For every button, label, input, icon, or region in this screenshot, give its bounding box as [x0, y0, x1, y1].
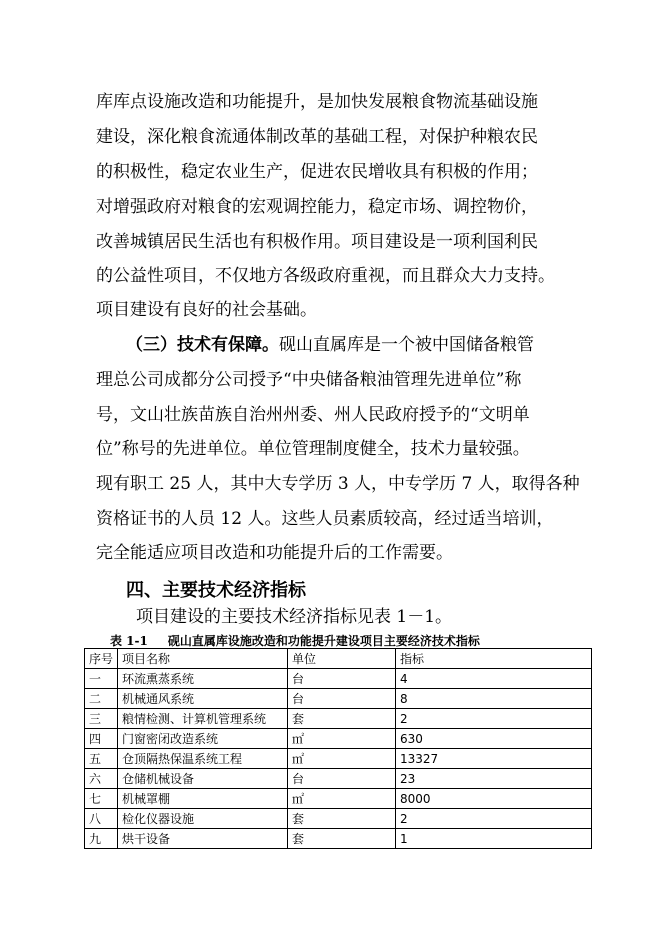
table-row — [85, 709, 592, 729]
text-line: 位”称号的先进单位。单位管理制度健全，技术力量较强。 — [96, 439, 530, 459]
table-row — [85, 689, 592, 709]
cell-item: 粮情检测、计算机管理系统 — [118, 709, 288, 729]
cell-value: 13327 — [396, 749, 592, 769]
cell-item: 机械通风系统 — [118, 689, 288, 709]
table-number: 表 1-1 — [110, 634, 148, 648]
text-line: 的公益性项目，不仅地方各级政府重视，而且群众大力支持。 — [96, 266, 555, 286]
table-row — [85, 669, 592, 689]
indicator-table — [84, 648, 592, 849]
cell-value: 4 — [396, 669, 592, 689]
cell-item: 检化仪器设施 — [118, 809, 288, 829]
cell-index: 六 — [85, 769, 118, 789]
cell-index: 五 — [85, 749, 118, 769]
header-cell: 单位 — [288, 649, 396, 669]
cell-value: 630 — [396, 729, 592, 749]
cell-value: 8 — [396, 689, 592, 709]
text-line: 改善城镇居民生活也有积极作用。项目建设是一项利国利民 — [96, 232, 538, 252]
cell-item: 仓储机械设备 — [118, 769, 288, 789]
cell-item: 机械罩棚 — [118, 789, 288, 809]
cell-value: 2 — [396, 709, 592, 729]
text-line: 的积极性，稳定农业生产，促进农民增收具有积极的作用； — [96, 162, 538, 182]
cell-unit: ㎡ — [288, 789, 396, 809]
table-row — [85, 809, 592, 829]
table-caption — [110, 632, 480, 649]
text-line: 对增强政府对粮食的宏观调控能力，稳定市场、调控物价， — [96, 197, 538, 217]
text-line — [126, 335, 534, 355]
table-row — [85, 729, 592, 749]
cell-value: 1 — [396, 829, 592, 849]
table-row — [85, 769, 592, 789]
table-intro: 项目建设的主要技术经济指标见表 1－1。 — [136, 607, 453, 627]
cell-unit: 套 — [288, 709, 396, 729]
cell-unit: 套 — [288, 829, 396, 849]
cell-index: 一 — [85, 669, 118, 689]
text-line: 现有职工 25 人，其中大专学历 3 人，中专学历 7 人，取得各种 — [96, 474, 580, 494]
cell-index: 七 — [85, 789, 118, 809]
cell-unit: 台 — [288, 669, 396, 689]
cell-index: 九 — [85, 829, 118, 849]
table-title: 砚山直属库设施改造和功能提升建设项目主要经济技术指标 — [167, 634, 480, 648]
cell-unit: ㎡ — [288, 749, 396, 769]
table-row — [85, 789, 592, 809]
header-cell: 序号 — [85, 649, 118, 669]
table-row — [85, 749, 592, 769]
table-header-row — [85, 649, 592, 669]
text-line: 项目建设有良好的社会基础。 — [96, 300, 317, 320]
cell-unit: 台 — [288, 769, 396, 789]
cell-item: 仓顶隔热保温系统工程 — [118, 749, 288, 769]
section-heading: 四、主要技术经济指标 — [126, 580, 306, 601]
paragraph-lead: （三）技术有保障。 — [126, 335, 279, 355]
cell-unit: 台 — [288, 689, 396, 709]
cell-unit: 套 — [288, 809, 396, 829]
table-row — [85, 829, 592, 849]
text-line: 理总公司成都分公司授予“中央储备粮油管理先进单位”称 — [96, 370, 522, 390]
text-line: 完全能适应项目改造和功能提升后的工作需要。 — [96, 543, 453, 563]
text-line: 库库点设施改造和功能提升，是加快发展粮食物流基础设施 — [96, 92, 538, 112]
cell-index: 二 — [85, 689, 118, 709]
cell-value: 23 — [396, 769, 592, 789]
cell-value: 2 — [396, 809, 592, 829]
text-line: 号，文山壮族苗族自治州州委、州人民政府授予的“文明单 — [96, 405, 530, 425]
header-cell: 指标 — [396, 649, 592, 669]
cell-unit: ㎡ — [288, 729, 396, 749]
cell-value: 8000 — [396, 789, 592, 809]
cell-index: 八 — [85, 809, 118, 829]
text-line: 建设，深化粮食流通体制改革的基础工程，对保护种粮农民 — [96, 127, 538, 147]
paragraph-text: 砚山直属库是一个被中国储备粮管 — [279, 335, 534, 355]
cell-item: 环流熏蒸系统 — [118, 669, 288, 689]
cell-index: 三 — [85, 709, 118, 729]
cell-item: 门窗密闭改造系统 — [118, 729, 288, 749]
text-line: 资格证书的人员 12 人。这些人员素质较高，经过适当培训， — [96, 509, 554, 529]
cell-index: 四 — [85, 729, 118, 749]
header-cell: 项目名称 — [118, 649, 288, 669]
cell-item: 烘干设备 — [118, 829, 288, 849]
